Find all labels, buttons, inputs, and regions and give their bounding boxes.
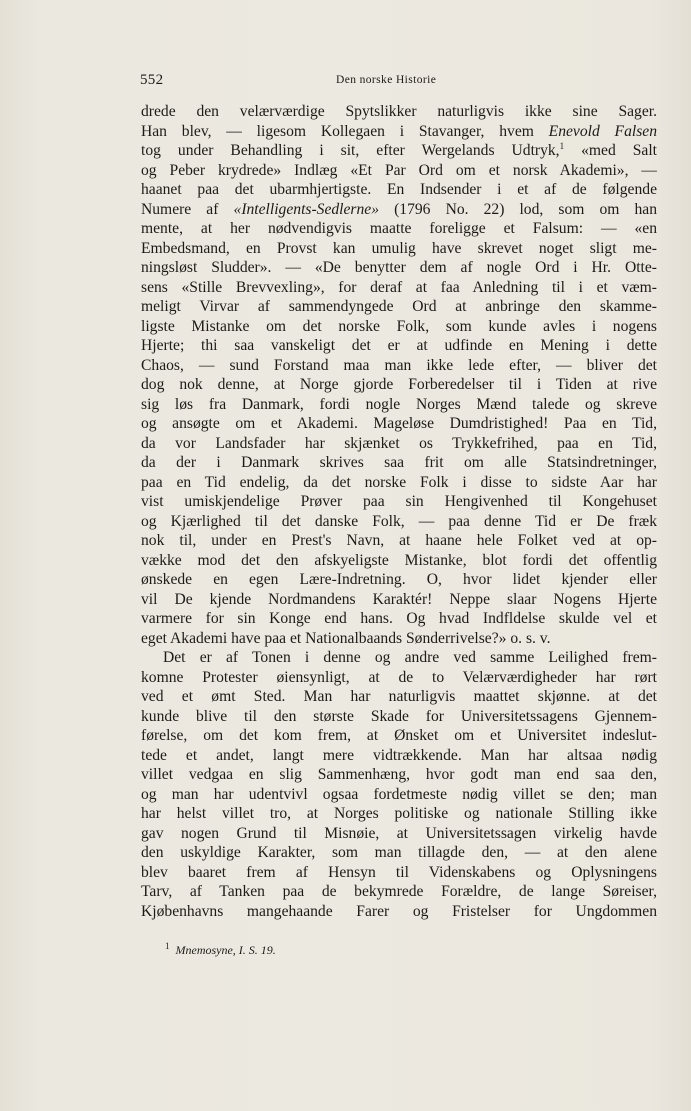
text-line: paa en Tid endelig, da det norske Folk i disse to sidste Aar har: [141, 473, 657, 491]
text-line: Numere af «Intelligents-Sedlerne» (1796 No. 22) lod, som om han: [141, 200, 657, 218]
text-line: mente, at her nødvendigvis maatte foreligge et Falsum: — «en: [141, 220, 657, 237]
text-line: komne Protester øiensynligt, at de to Velærværdigheder har rørt: [141, 668, 657, 686]
text-line: ningsløst Sludder». — «De benytter dem af nogle Ord i Hr. Otte-: [141, 259, 657, 276]
text-line: villet vedgaa en slig Sammenhæng, hvor godt man end saa den,: [141, 766, 657, 783]
text-line: sig løs fra Danmark, fordi nogle Norges Mænd talede og skreve: [141, 395, 657, 413]
running-title: Den norske Historie: [336, 74, 437, 86]
text-line: og man har udentvivl ogsaa fordetmeste nødig villet se den; man: [141, 785, 657, 803]
paragraph-first-line: Det er af Tonen i denne og andre ved samme Leilighed frem-: [163, 649, 657, 666]
text-line: Embedsmand, en Provst kan umulig have skrevet noget sligt me-: [141, 239, 657, 257]
text-line: Chaos, — sund Forstand maa man ikke lede efter, — bliver det: [141, 356, 657, 374]
body-text: [141, 102, 657, 921]
text-line: dog nok denne, at Norge gjorde Forberedelser til i Tiden at rive: [141, 376, 657, 393]
text-line: da der i Danmark skrives saa frit om alle Statsindretninger,: [141, 454, 657, 471]
text-line: nok til, under en Prest's Navn, at haane hele Folket ved at op-: [141, 532, 657, 549]
text-line: kunde blive til den største Skade for Universitetssagens Gjennem-: [141, 707, 657, 725]
text-line: haanet paa det ubarmhjertigste. En Indsender i et af de følgende: [141, 181, 657, 198]
text-line: ved et ømt Sted. Man har naturligvis maattet skjønne. at det: [141, 688, 657, 705]
text-line: Kjøbenhavns mangehaande Farer og Fristelser for Ungdommen: [141, 902, 657, 920]
text-line: ligste Mistanke om det norske Folk, som kunde avles i nogens: [141, 317, 657, 335]
footnote-mark: 1: [165, 941, 170, 951]
text-line: og ansøgte om et Akademi. Mageløse Dumdristighed! Paa en Tid,: [141, 415, 657, 432]
text-line: og Peber krydrede» Indlæg «Et Par Ord om et norsk Akademi», —: [141, 161, 657, 179]
text-line: gav nogen Grund til Misnøie, at Universitetssagen virkelig havde: [141, 824, 657, 842]
text-line: den uskyldige Karakter, som man tillagde den, — at den alene: [141, 844, 657, 861]
text-line: meligt Virvar af sammendyngede Ord at anbringe den skamme-: [141, 298, 657, 315]
text-line: tede et andet, langt mere vidtrækkende. Man har altsaa nødig: [141, 746, 657, 764]
page-number: 552: [140, 72, 164, 88]
text-line: tog under Behandling i sit, efter Wergelands Udtryk,$^1$ «med Salt: [141, 141, 657, 159]
text-line: sens «Stille Brevvexling», for deraf at faa Anledning til i et væm-: [141, 278, 657, 296]
text-line: vil De kjende Nordmandens Karaktér! Neppe slaar Nogens Hjerte: [141, 590, 657, 608]
text-line: Hjerte; thi saa vanskeligt det er at udfinde en Mening i dette: [141, 337, 657, 354]
footnote: [165, 941, 276, 958]
text-line: førelse, om det kom frem, at Ønsket om et Universitet indeslut-: [141, 727, 657, 744]
text-line: Han blev, — ligesom Kollegaen i Stavanger, hvem Enevold Falsen: [141, 122, 657, 140]
text-line: drede den velærværdige Spytslikker naturligvis ikke sine Sager.: [141, 103, 657, 120]
text-line: og Kjærlighed til det danske Folk, — paa denne Tid er De fræk: [141, 512, 657, 530]
text-line: varmere for sin Konge end hans. Og hvad Indfldelse skulde vel et: [141, 610, 657, 627]
text-line: Tarv, af Tanken paa de bekymrede Forældre, de lange Søreiser,: [141, 883, 657, 900]
text-line: eget Akademi have paa et Nationalbaands Sønderrivelse?» o. s. v.: [141, 629, 551, 647]
page-header: [140, 72, 558, 92]
text-line: vist umiskjendelige Prøver paa sin Hengivenhed til Kongehuset: [141, 493, 657, 510]
text-line: har helst villet tro, at Norges politiske og nationale Stilling ikke: [141, 805, 657, 822]
text-line: blev baaret frem af Hensyn til Videnskabens og Oplysningens: [141, 863, 657, 881]
text-line: vække mod det den afskyeligste Mistanke, blot fordi det offentlig: [141, 551, 657, 569]
footnote-text: Mnemosyne, I. S. 19.: [175, 943, 276, 957]
text-line: ønskede en egen Lære-Indretning. O, hvor lidet kjender eller: [141, 571, 657, 588]
text-line: da vor Landsfader har skjænket os Trykkefrihed, paa en Tid,: [141, 434, 657, 452]
